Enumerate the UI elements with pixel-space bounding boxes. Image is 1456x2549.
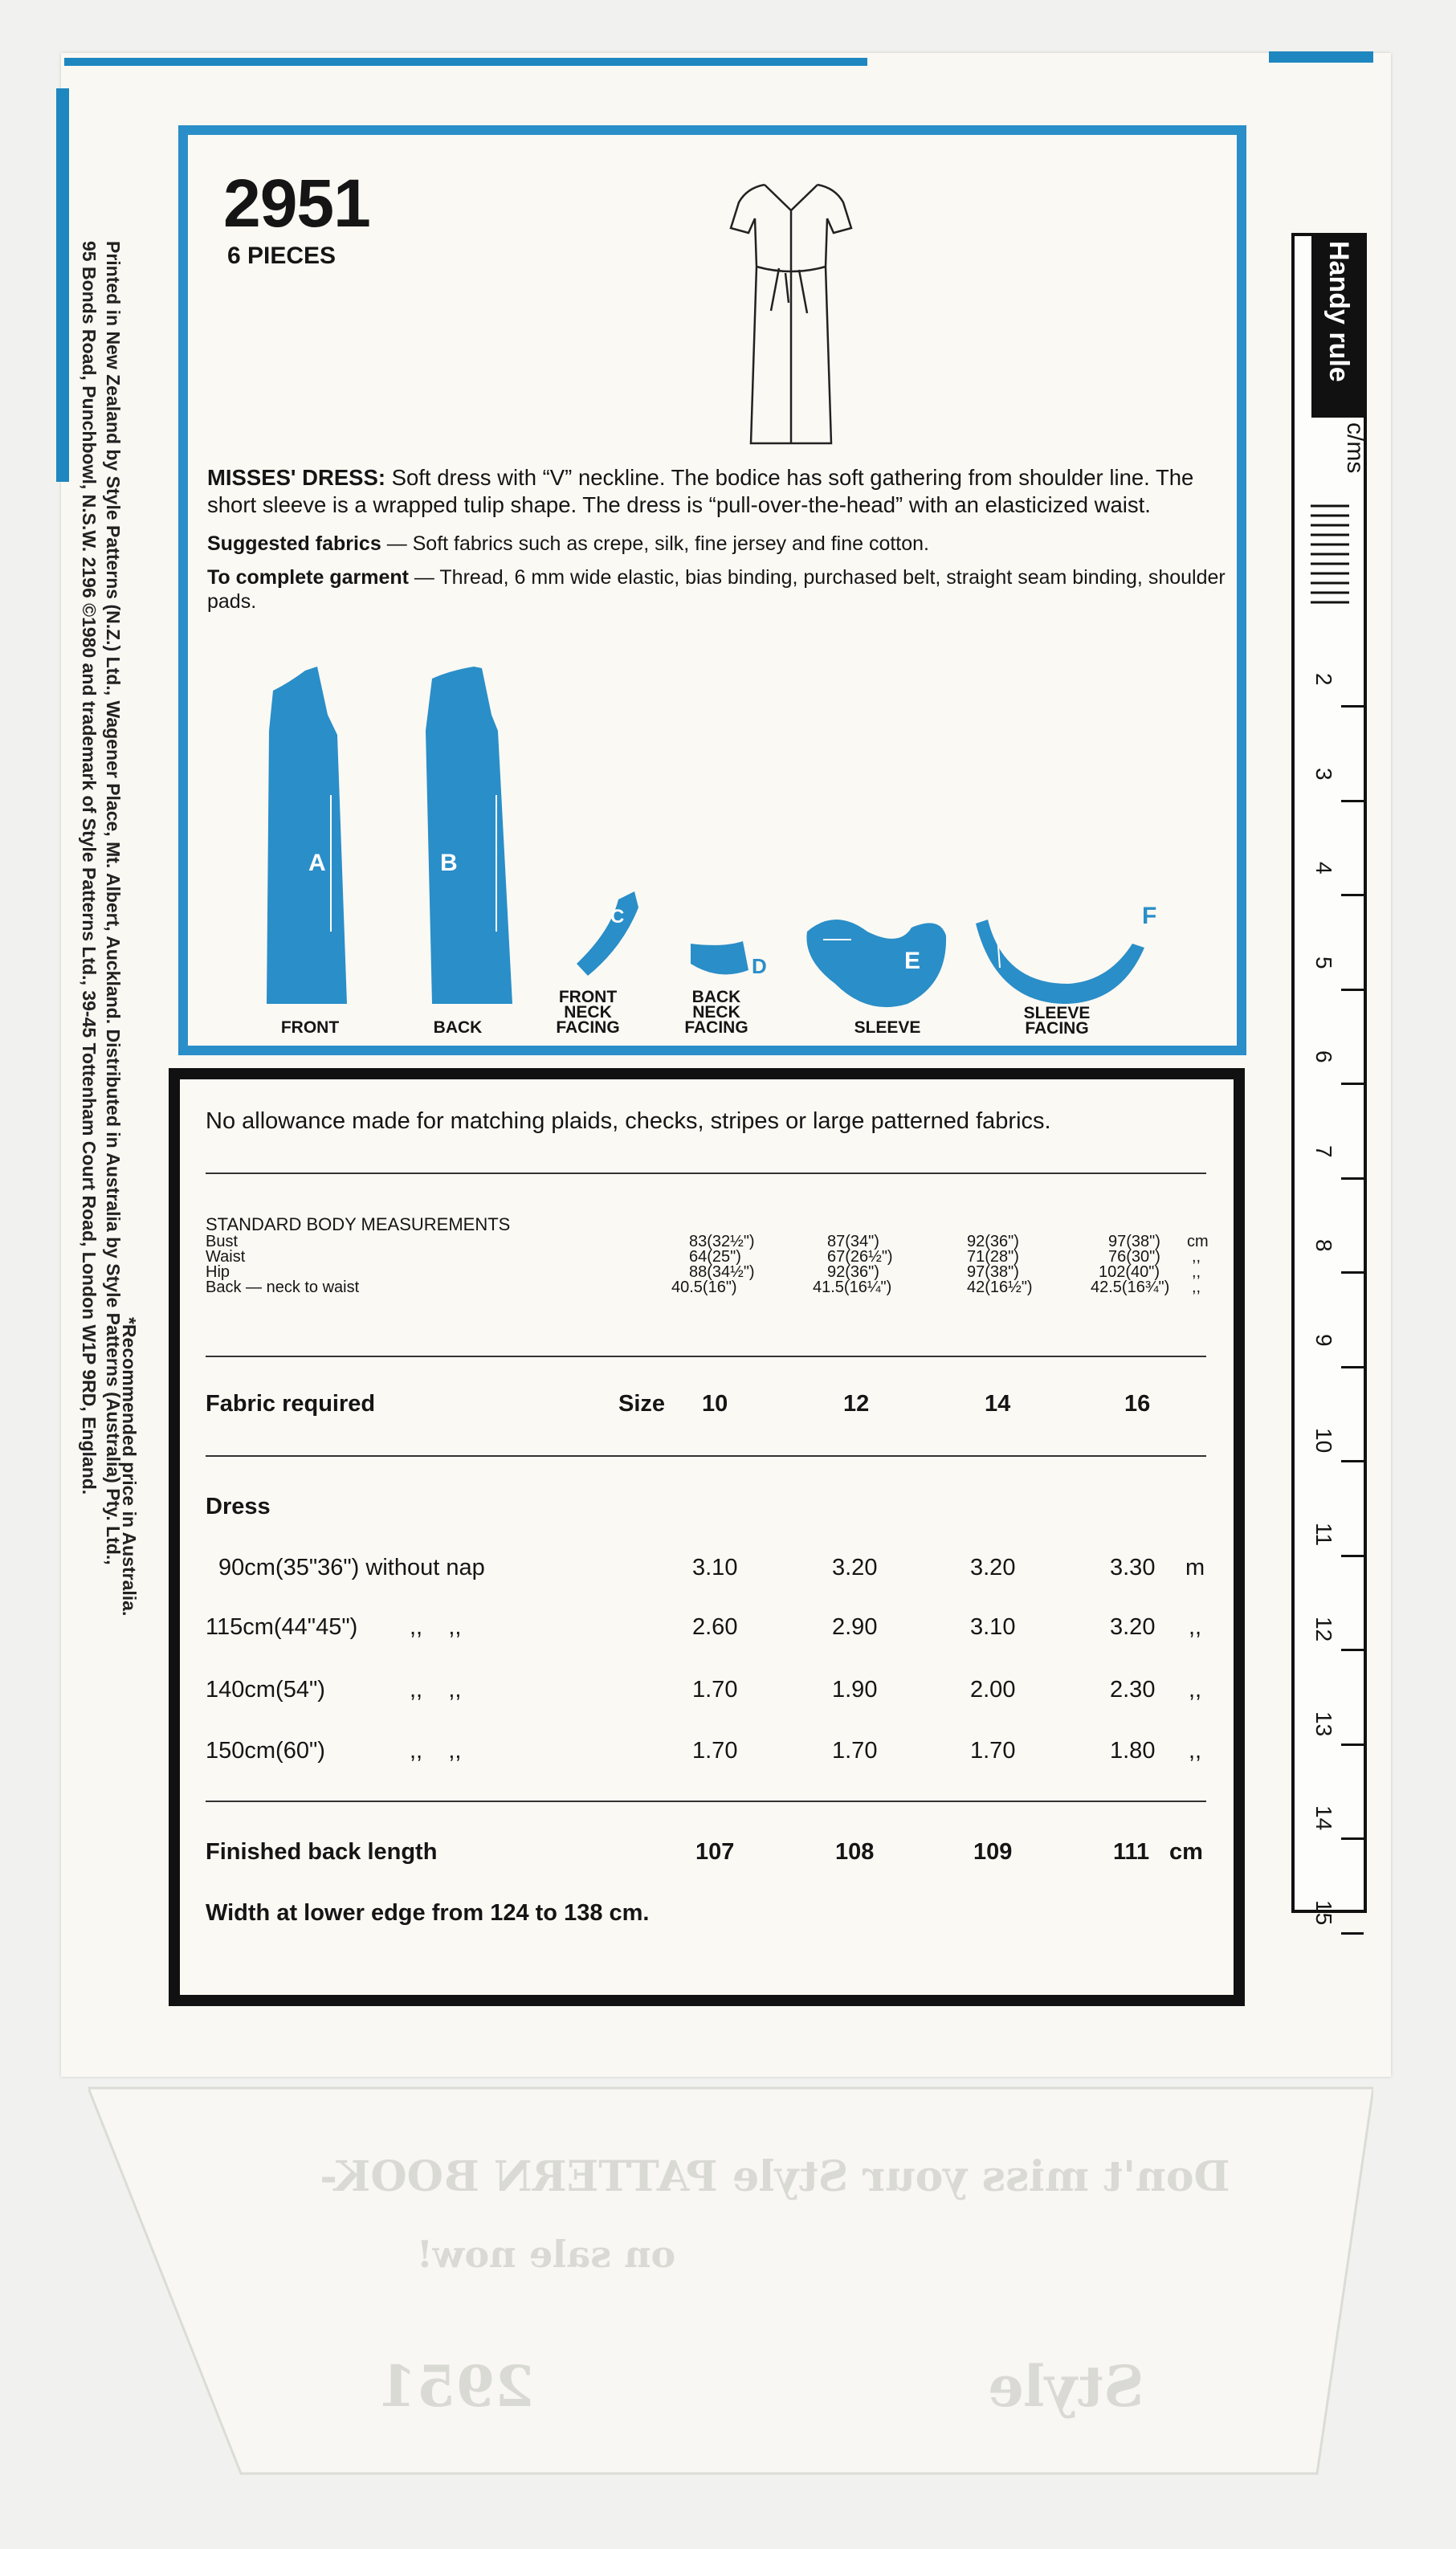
piece-c-letter: C <box>610 906 625 928</box>
piece-f-letter: F <box>1142 903 1157 929</box>
ruler-unit: c/ms <box>1342 422 1368 474</box>
pattern-pieces-diagram <box>257 667 1173 1020</box>
measure-label-bust: Bust <box>206 1233 239 1250</box>
finished-cell: 108 <box>835 1839 875 1865</box>
size-14: 14 <box>985 1391 1011 1417</box>
fabric-row-label: 115cm(44"45") <box>206 1614 358 1640</box>
ruler-mark: 11 <box>1311 1522 1336 1546</box>
flap-ghost-line2: on sale now! <box>416 2233 676 2276</box>
top-right-blue-strip <box>1269 51 1373 63</box>
ruler-mark: 5 <box>1311 956 1336 969</box>
measure-unit: ,, <box>1192 1248 1201 1266</box>
piece-f-label: SLEEVE FACING <box>1023 1004 1091 1038</box>
fabric-unit: ,, <box>1189 1677 1202 1703</box>
ruler-tick <box>1341 894 1364 896</box>
fabric-row-ditto: ,, ,, <box>410 1614 462 1640</box>
fabric-cell: 3.10 <box>692 1555 738 1580</box>
fabric-cell: 3.20 <box>832 1555 878 1580</box>
size-10: 10 <box>702 1391 728 1417</box>
divider <box>206 1356 1206 1357</box>
fabric-cell: 2.30 <box>1110 1677 1156 1703</box>
ruler-tick <box>1341 705 1364 708</box>
left-blue-strip <box>56 88 69 482</box>
fabric-unit: ,, <box>1189 1738 1202 1764</box>
fabric-cell: 2.60 <box>692 1614 738 1640</box>
piece-a-letter: A <box>308 850 326 876</box>
piece-d-shape <box>691 941 748 974</box>
top-blue-strip <box>64 58 867 66</box>
fabric-row-label: 140cm(54") <box>206 1677 325 1703</box>
ruler-tick <box>1341 1177 1364 1180</box>
piece-a-label: FRONT <box>280 1018 340 1037</box>
size-label: Size <box>618 1391 666 1417</box>
piece-c-shape <box>577 891 638 976</box>
ruler-mark: 10 <box>1311 1428 1336 1454</box>
piece-d-label: BACK NECK FACING <box>684 988 748 1037</box>
ruler-tick <box>1341 1649 1364 1651</box>
ruler-tick <box>1341 1744 1364 1746</box>
measurements-heading: STANDARD BODY MEASUREMENTS <box>206 1214 511 1234</box>
piece-d-letter: D <box>752 954 767 978</box>
finished-cell: 109 <box>973 1839 1013 1865</box>
fabric-cell: 3.20 <box>970 1555 1016 1580</box>
ruler-mark: 7 <box>1311 1144 1336 1158</box>
ruler-tick <box>1341 1555 1364 1557</box>
fabric-cell: 1.70 <box>692 1677 738 1703</box>
ruler-tick <box>1341 1837 1364 1840</box>
fabric-cell: 1.90 <box>832 1677 878 1703</box>
dress-illustration <box>715 178 867 451</box>
piece-e-label: SLEEVE <box>854 1018 921 1037</box>
fabric-cell: 1.80 <box>1110 1738 1156 1764</box>
fabric-row-label: 150cm(60") <box>206 1738 325 1764</box>
fabric-unit: ,, <box>1189 1614 1202 1640</box>
fabric-cell: 3.10 <box>970 1614 1016 1640</box>
ruler-mark: 3 <box>1311 767 1336 781</box>
piece-f-shape <box>976 920 1144 1004</box>
ruler-tick <box>1341 800 1364 802</box>
measure-cell: 92(36") <box>967 1233 1019 1250</box>
ruler-mark: 6 <box>1311 1050 1336 1063</box>
ruler-mark: 12 <box>1311 1617 1336 1642</box>
measure-cell: 41.5(16¼") <box>813 1279 892 1296</box>
fabric-cell: 1.70 <box>970 1738 1016 1764</box>
ruler-tick <box>1341 1271 1364 1274</box>
measure-cell: 87(34") <box>827 1233 879 1250</box>
fabric-row-ditto: ,, ,, <box>410 1677 462 1703</box>
finished-label: Finished back length <box>206 1839 438 1865</box>
ruler-tick <box>1341 1083 1364 1085</box>
piece-b-label: BACK <box>433 1018 483 1037</box>
measure-unit: cm <box>1187 1233 1209 1250</box>
notice-text: No allowance made for matching plaids, checks, stripes or large patterned fabrics. <box>206 1108 1051 1134</box>
measure-cell: 40.5(16") <box>671 1279 737 1296</box>
measure-unit: ,, <box>1192 1279 1201 1296</box>
ruler-mark: 4 <box>1311 862 1336 875</box>
fabric-unit: m <box>1185 1555 1205 1580</box>
ruler-tick <box>1341 989 1364 991</box>
measure-cell: 76(30") <box>1108 1248 1160 1266</box>
flap-ghost-line1: Don't miss your Style PATTERN BOOK- <box>320 2152 1230 2201</box>
finished-cell: 107 <box>695 1839 735 1865</box>
measure-cell: 102(40") <box>1099 1263 1160 1281</box>
dress-section: Dress <box>206 1494 271 1519</box>
piece-e-shape <box>806 920 946 1007</box>
fabric-cell: 2.00 <box>970 1677 1016 1703</box>
ruler-tick <box>1341 1366 1364 1368</box>
ruler-title: Handy rule <box>1323 241 1354 382</box>
measure-unit: ,, <box>1192 1263 1201 1281</box>
fabrics-label: Suggested fabrics <box>207 532 381 555</box>
ruler-mark: 2 <box>1311 673 1336 686</box>
fabric-cell: 1.70 <box>692 1738 738 1764</box>
measure-cell: 71(28") <box>967 1248 1019 1266</box>
price-note: *Recommended price in Australia. <box>119 1317 140 1617</box>
width-note: Width at lower edge from 124 to 138 cm. <box>206 1900 650 1926</box>
measure-cell: 67(26½") <box>827 1248 893 1266</box>
divider <box>206 1801 1206 1802</box>
ruler-tick <box>1341 1932 1364 1935</box>
piece-e-letter: E <box>904 948 921 974</box>
measure-cell: 42.5(16¾") <box>1091 1279 1170 1296</box>
fabric-cell: 3.20 <box>1110 1614 1156 1640</box>
piece-a-shape <box>267 667 347 1004</box>
finished-cell: 111 <box>1113 1839 1150 1865</box>
measure-label-hip: Hip <box>206 1263 230 1281</box>
measure-cell: 83(32½") <box>689 1233 755 1250</box>
description-title: MISSES' DRESS: <box>207 465 386 490</box>
fabric-row-ditto: ,, ,, <box>410 1738 462 1764</box>
measure-cell: 97(38") <box>1108 1233 1160 1250</box>
envelope-flap <box>88 2056 1373 2506</box>
fabric-cell: 1.70 <box>832 1738 878 1764</box>
description-body: Soft dress with “V” neckline. The bodice has soft gathering from shoulder line. The short sleeve is a wrapped tulip shape. The dress is “pull-over-the-head” with an elasticized waist. <box>207 465 1194 517</box>
ruler-mark: 9 <box>1311 1333 1336 1347</box>
measure-cell: 42(16½") <box>967 1279 1033 1296</box>
measure-cell: 88(34½") <box>689 1263 755 1281</box>
measure-cell: 97(38") <box>967 1263 1019 1281</box>
size-12: 12 <box>843 1391 870 1417</box>
side-imprint-line2: 95 Bonds Road, Punchbowl, N.S.W. 2196 ©1980 and trademark of Style Patterns Ltd., 39-45 Tottenham Court Road, London W1P 9RD, England. <box>79 241 100 1495</box>
description-text <box>207 464 1227 614</box>
ruler-mark: 15 <box>1311 1899 1336 1925</box>
ruler-tick <box>1341 1460 1364 1462</box>
measure-cell: 92(36") <box>827 1263 879 1281</box>
size-16: 16 <box>1124 1391 1151 1417</box>
fabric-cell: 2.90 <box>832 1614 878 1640</box>
fabric-cell: 3.30 <box>1110 1555 1156 1580</box>
finished-unit: cm <box>1169 1839 1203 1865</box>
side-imprint-line1: Printed in New Zealand by Style Patterns (N.Z.) Ltd., Wagener Place, Mt. Albert, Auckland. Distributed in Australia by Style Patterns (Australia) Pty. Ltd., <box>103 241 124 1565</box>
pieces-count: 6 PIECES <box>227 243 336 269</box>
fabrics-text: — Soft fabrics such as crepe, silk, fine jersey and fine cotton. <box>386 532 930 555</box>
pattern-number: 2951 <box>223 165 370 241</box>
divider <box>206 1455 1206 1457</box>
complete-text: — Thread, 6 mm wide elastic, bias binding, purchased belt, straight seam binding, shoulder pads. <box>207 566 1226 613</box>
ruler-mark: 13 <box>1311 1711 1336 1736</box>
measure-label-back: Back — neck to waist <box>206 1279 360 1296</box>
fabric-heading: Fabric required <box>206 1391 376 1417</box>
ruler-mark: 14 <box>1311 1805 1336 1831</box>
flap-ghost-number: 2951 <box>377 2353 534 2420</box>
measure-label-waist: Waist <box>206 1248 246 1266</box>
complete-label: To complete garment <box>207 566 409 589</box>
fabric-row-label: 90cm(35"36") without nap <box>218 1555 485 1580</box>
ruler-ticks <box>1295 498 1364 1913</box>
measure-cell: 64(25") <box>689 1248 741 1266</box>
divider <box>206 1173 1206 1174</box>
ruler-mark: 8 <box>1311 1239 1336 1252</box>
piece-c-label: FRONT NECK FACING <box>556 988 620 1037</box>
flap-ghost-brand: Style <box>988 2353 1144 2420</box>
piece-b-letter: B <box>440 850 458 876</box>
piece-b-shape <box>426 667 512 1004</box>
